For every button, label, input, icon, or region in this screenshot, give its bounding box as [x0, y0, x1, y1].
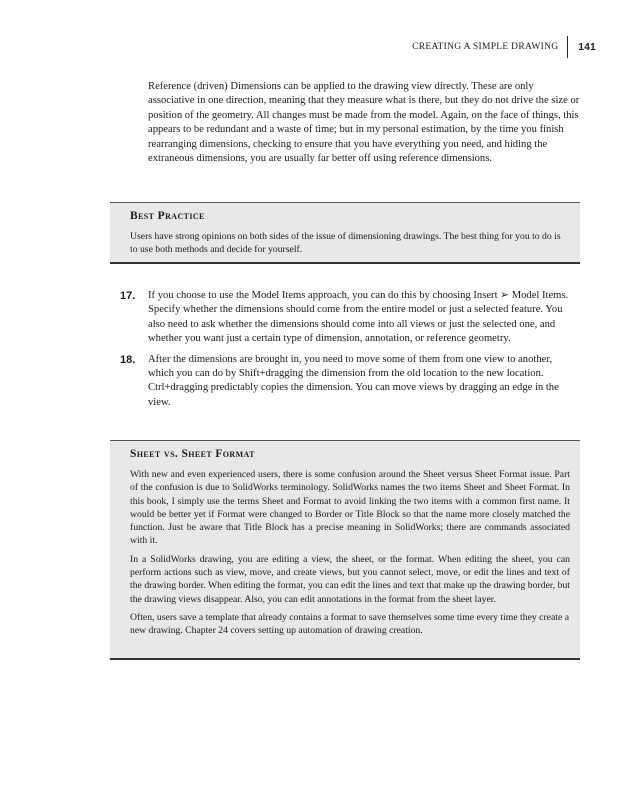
step-text: If you choose to use the Model Items approach, you can do this by choosing Insert ➢ Model Items. Specify whether the dimensions should come from the entire model or just a selected feature. You also need to ask whether the dimensions should come into all views or just the selected one, and whether you want just a certain type of dimension, annotation, or reference geometry. — [148, 290, 569, 345]
best-practice-title: Best Practice — [130, 210, 205, 222]
intro-section — [148, 80, 580, 166]
header-divider — [567, 36, 568, 58]
sheet-format-paragraph: Often, users save a template that already contains a format to save themselves some time every time they create a new drawing. Chapter 24 covers setting up automation of drawing creation. — [130, 611, 569, 637]
step-number: 17. — [120, 290, 136, 302]
page-number: 141 — [578, 41, 596, 53]
running-header — [412, 36, 596, 58]
chapter-title: CREATING A SIMPLE DRAWING — [412, 42, 559, 52]
sheet-format-title: Sheet vs. Sheet Format — [130, 448, 255, 460]
step-text: After the dimensions are brought in, you need to move some of them from one view to another, which you can do by Shift+dragging the dimension from the old location to the new location. Ctrl+dragging predictably copies the dimension. You can move views by dragging an edge in the view. — [148, 353, 559, 408]
intro-paragraph: Reference (driven) Dimensions can be applied to the drawing view directly. These are only associative in one direction, meaning that they measure what is there, but they do not drive the size or position of the geometry. All changes must be made from the model. Again, on the face of things, this appears to be redundant and a waste of time; but in my personal estimation, by the time you finish rearranging dimensions, checking to ensure that you have everything you need, and hiding the extraneous dimensions, you are usually far better off using reference dimensions. — [148, 81, 580, 165]
sheet-format-paragraph: With new and even experienced users, there is some confusion around the Sheet versus Sheet Format issue. Part of the confusion is due to SolidWorks terminology. SolidWorks names the two items Sheet and Sheet Format. In this book, I simply use the terms Sheet and Format to avoid linking the two items with a common first name. It would be better yet if Format were changed to Border or Title Block so that the name more closely matched the function. Just be aware that Title Block has a precise meaning in SolidWorks; there are commands associated with it. — [130, 469, 570, 547]
best-practice-box — [110, 202, 580, 264]
best-practice-text: Users have strong opinions on both sides of the issue of dimensioning drawings. The best thing for you to do is to use both methods and decide for yourself. — [130, 231, 561, 256]
steps-list — [120, 289, 580, 416]
sheet-format-paragraph: In a SolidWorks drawing, you are editing a view, the sheet, or the format. When editing the sheet, you can perform actions such as view, move, and create views, but you cannot select, move, or edit the lines and text of the drawing border. When editing the format, you can edit the lines and text that make up the drawing border, but the drawing views disappear. Also, you can edit annotations in the format from the sheet layer. — [130, 553, 570, 605]
sheet-format-box — [110, 440, 580, 660]
list-item — [120, 353, 580, 411]
step-number: 18. — [120, 353, 136, 366]
list-item — [120, 289, 580, 347]
